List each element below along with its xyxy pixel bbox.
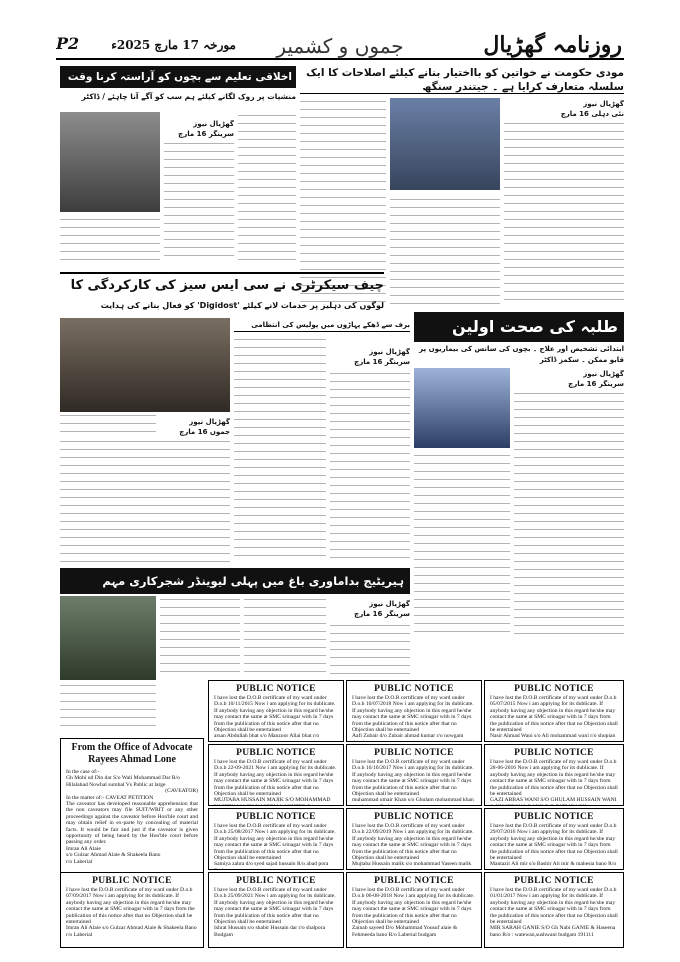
notice-body: I have lost the D.O.B certificate of my ward under D.o.b 07/09/2017 Now i am applying for its dublicate. If anybody having any objection in this regard he/she may contact the same at SMC srinagar with in 7 days from the publication of this notice after that no Objection shall be entertained [66,887,195,926]
story-photo-jitendra [390,98,500,190]
notice-body: I have lost the D.O.B certificate of my ward under D.o.b 28-06-2016 Now i am applying for its dublicate. If anybody having any objection in this regard he/she may contact the same at SMC srinagar with in 7 days from the publication of this notice after that no Objection shall be entertained [490,759,618,798]
public-notice [484,744,624,806]
notice-body: I have lost the D.O.B certificate of my ward under D.o.b 10/11/2015 Now i am applying for its dublicate. If anybody having any objection in this regard he/she may contact the same at SMC srinagar with in 7 days from the publication of this notice after that no Objection shall be entertained [214,695,336,734]
story-photo-cs-meeting [60,318,230,412]
story-subhead-skims: ابتدائی تشخیص اور علاج ۔ بچوں کی سانس کی بیماریوں پر قابو ممکن ۔ سکمز ڈاکٹر [419,345,624,364]
notice-body: I have lost the D.O.B certificate of my ward under D.o.b 29/07/2016 Now i am applying for its dublicate. If anybody having any objection in this regard he/she may contact the same at SMC srinagar with in 7 days from the publication of this notice after that no Objection shall be entertained [490,823,618,862]
story-photo-doctor [414,368,510,448]
notice-title: PUBLIC NOTICE [236,684,316,694]
notice-title: PUBLIC NOTICE [374,812,454,822]
notice-sign: Mantazir Ali mir s/o Bashir Ali mir & mahesia bano R/o [490,861,617,868]
notice-title: PUBLIC NOTICE [374,876,454,886]
notice-title: PUBLIC NOTICE [374,748,454,758]
caveat-tag: (CAVEATOR) [165,788,198,795]
notice-title: PUBLIC NOTICE [514,812,594,822]
notice-body: I have lost the D.O.B certificate of my ward under D.o.b 16/10/2017 Now i am applying for its dublicate. If anybody having any objection in this regard he/she may contact the same at SMC srinagar with in 7 days from the publication of this notice after that no Objection shall be entertained [352,759,474,798]
notice-body: I have lost the D.O.B certificate of my ward under D.o.b 22/09/2019 Now i am applying for its dublicate. If anybody having any objection in this regard he/she may contact the same at SMC srinagar with in 7 days from the publication of this notice after that no Objection shall be entertained [352,823,474,862]
story-body [390,196,500,306]
masthead-rule [56,58,624,60]
notice-sign: muhammad umair Khan s/o Ghulam mohammad khan [352,797,474,804]
notice-sign: Imran Ali Alaie s/o Gulzar Ahmad Alaie & Shakeela Bano r/o Laberial [66,925,197,938]
notice-sign: MUJTABA HUSSAIN MAJIK S/O MOHAMMAD [214,797,331,804]
notice-sign: Mujtaba Hussain malik s/o mohammad Yaseen malik [352,861,472,868]
story-body [330,622,410,678]
story-body [238,112,296,262]
story-headline-cs: چیف سیکرٹری نے سی ایس سیز کی کارکردگی کا [60,272,384,296]
notice-body: I have lost the D.O.B certificate of my ward under D.o.b 25/09/2021 Now i am applying for its dublicate. If anybody having any objection in this regard he/she may contact the same at SMC srinagar with in 7 days from the publication of this notice after that no Objection shall be entertained [214,887,336,926]
story-subhead-farooq: منشیات پر روک لگانے کیلئے ہم سب کو آگے آنا چاہئے / ڈاکٹر [81,92,296,101]
notice-sign: arsan Abdullah bhat s/o Manzoor Allai bhat r/o [214,733,320,740]
story-subhead-police: برف سے ڈھکے پہاڑوں میں پولیس کی انتظامی [234,318,410,332]
notice-sign: MIR SARAH GANIE S/O Gh Nabi GANIE & Haseena bano R/o : watewan,sushwani budgam 191111 [490,925,616,938]
notice-title: PUBLIC NOTICE [374,684,454,694]
notice-body: I have lost the D.O.B certificate of my ward under D.o.b 05/07/2015 Now i am applying for its dublicate. If anybody having any objection in this regard he/she may contact the same at SMC srinagar with in 7 days from the publication of this notice after that no Objection shall be entertained [490,695,618,734]
public-notice [208,680,344,742]
caveat-sign: s/o Gulzar Ahmad Alaie & Shakeela Bano [66,852,161,859]
notice-sign: Zainab sayeed D/o Mohammad Yousuf alaie & Fehmeeda bano R/o Laberial budgam [352,925,458,938]
notice-sign: Aafi Zubair d/o Zubair ahmad kumar r/o nowgam [352,733,464,740]
notice-body: I have lost the D.O.B certificate of my ward under D.o.b 25/08/2017 Now i am applying for its dublicate. If anybody having any objection in this regard he/she may contact the same at SMC srinagar with in 7 days from the publication of this notice after that no Objection shall be entertained [214,823,336,862]
story-dateline: جموں 16 مارچ [179,428,230,436]
caveat-court: In the case of:- [66,769,100,775]
story-dateline: سرینگر 16 مارچ [354,358,410,366]
edition-title: جموں و کشمیر [276,34,404,58]
public-notice [208,744,344,806]
caveat-sign: Imran Ali Alaie [66,845,101,852]
public-notice [208,872,344,948]
story-photo-lavender [60,596,156,680]
story-body [60,438,230,562]
story-body [164,140,234,262]
story-body [60,412,156,436]
story-body [60,216,160,262]
story-body [234,336,326,562]
story-byline: گھڑیال نیوز [189,418,230,426]
notice-title: PUBLIC NOTICE [514,748,594,758]
story-headline-skims: طلبہ کی صحت اولین [414,312,624,342]
story-byline: گھڑیال نیوز [193,120,234,128]
notice-title: PUBLIC NOTICE [514,876,594,886]
story-subhead-cs: لوگوں کی دہلیز پر خدمات لانے کیلئے 'Digidost' کو فعال بنانے کی ہدایت [100,301,384,310]
caveat-sign: r/o Laberial [66,858,93,865]
public-notice [346,808,482,870]
story-byline: گھڑیال نیوز [369,600,410,608]
notice-sign: GAZI ABBAS WANI S/O GHULAM HUSSAIN WANI [490,797,617,804]
newspaper-name: روزنامہ گھڑیال [483,32,622,58]
public-notice [346,680,482,742]
story-body [160,596,240,678]
story-byline: گھڑیال نیوز [369,348,410,356]
notice-title: PUBLIC NOTICE [236,876,316,886]
notice-body: I have lost the D.O.B certificate of my ward under D.o.b 01/01/2017 Now i am applying for its dublicate. If anybody having any objection in this regard he/she may contact the same at SMC srinagar with in 7 days from the publication of this notice after that no Objection shall be entertained [490,887,618,926]
story-headline-farooq: اخلاقی تعلیم سے بچوں کو آراستہ کرنا وقت [60,66,296,88]
story-body [244,596,326,678]
story-byline: گھڑیال نیوز [583,370,624,378]
story-byline: گھڑیال نیوز [583,100,624,108]
issue-date: مورخہ 17 مارچ 2025ء [111,38,236,52]
notice-title: PUBLIC NOTICE [236,812,316,822]
notice-body: I have lost the D.O.B certificate of my ward under D.o.b 06-08-2018 Now i am applying for its dublicate. If anybody having any objection in this regard he/she may contact the same at SMC srinagar with in 7 days from the publication of this notice after that no Objection shall be entertained [352,887,475,926]
public-notice [60,872,204,948]
story-body [330,370,410,562]
public-notice [484,680,624,742]
notice-title: PUBLIC NOTICE [92,876,172,886]
story-headline-jitendra: مودی حکومت نے خواتین کو بااختیار بنانے کیلئے اصلاحات کا ایک سلسلہ متعارف کرایا ہے ۔ جیتندر سنگھ [300,66,624,94]
public-notice [484,808,624,870]
story-dateline: سرینگر 16 مارچ [354,610,410,618]
story-photo-farooq [60,112,160,212]
story-body [414,452,510,638]
page-number: P2 [56,34,80,53]
notice-body: I have lost the D.O.B certificate of my ward under D.o.b 22-09-2021 Now i am applying for its dublicate. If anybody having any objection in this regard he/she may contact the same at SMC srinagar with in 7 days from the publication of this notice after that no Objection shall be entertained [214,759,337,798]
notice-sign: Ishrat Hussain s/o shabir Hussain dar r/o shalpora Budgam [214,925,326,938]
notice-title: PUBLIC NOTICE [236,748,316,758]
story-dateline: نئی دہلی 16 مارچ [560,110,624,118]
public-notice [346,744,482,806]
story-body [60,682,156,732]
notice-title: PUBLIC NOTICE [514,684,594,694]
story-body [504,120,624,300]
story-body [514,390,624,638]
public-notice [346,872,482,948]
story-dateline: سرینگر 16 مارچ [178,130,234,138]
caveat-body: The caveator has developed reasonable apprehension that the non caveators may file SUIT/WRIT or any other proceedings against the caveator before Hon'ble court and may obtain relief in ex-parte by concealing of material facts. It would be fair and just if the caveator is given opportunity of being heard by the Hon'ble court before passing any order. [66,801,198,846]
caveat-parties: Gh Mohi ud Din dar S/o Wali Mohammad Dar R/o Hilalabad Nowhal sumbal Vs Public at large [66,775,180,788]
notice-sign: Nasir Ahmad Wani s/o Ali mohammad wani r/o shopian [490,733,616,740]
story-dateline: سرینگر 16 مارچ [568,380,624,388]
story-headline-lavender: ہیریٹیج بداماوری باغ میں پہلی لیوینڈر شجرکاری مہم [60,568,410,594]
public-notice [484,872,624,948]
notice-sign: Samiya zahra d/o syed sajad hussain R/o abad pora [214,861,329,868]
notice-body: I have lost the D.O.B certificate of my ward under D.o.b 10/07/2018 Now i am applying for its dublicate. If anybody having any objection in this regard he/she may contact the same at SMC srinagar with in 7 days from the publication of this notice after that no Objection shall be entertained [352,695,474,734]
caveat-title: From the Office of Advocate Rayees Ahmad Lone [71,742,193,765]
public-notice [208,808,344,870]
caveat-matter: In the matter of:- CAVEAT PETITION [66,794,154,801]
